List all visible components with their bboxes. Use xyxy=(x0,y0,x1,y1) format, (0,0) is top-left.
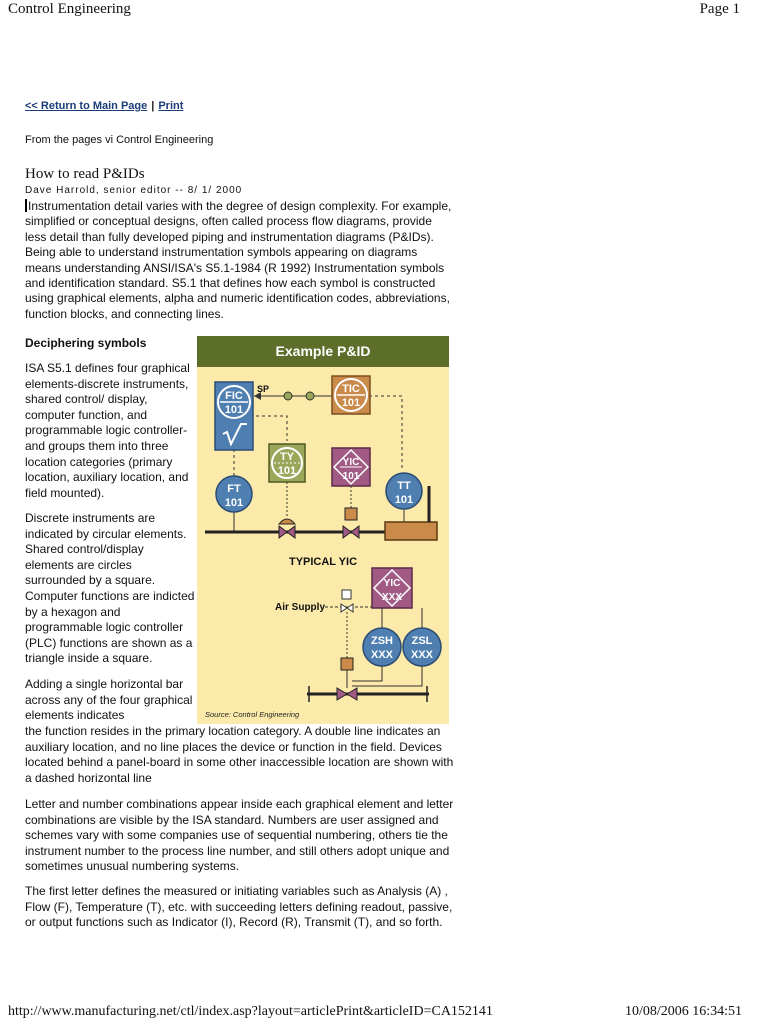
valve-icon xyxy=(343,526,359,538)
paragraph-letter-number: Letter and number combinations appear inside each graphical element and letter combinations are visible by the ISA standard. Numbers are user assigned and schemes vary with some companies use of sequential numbering, others tie the instrument number to the process line number, and still others adopt unique and sometimes unusual numbering systems. xyxy=(25,797,454,874)
paragraph-discrete-instruments: Discrete instruments are indicated by circular elements. Shared control/display elements are circles surrounded by a square. Computer functions are indicted by a hexagon and programmable logic controller (PLC) functions are shown as a triangle inside a square. xyxy=(25,511,195,666)
paragraph-first-letter: The first letter defines the measured or initiating variables such as Analysis (A) , Flow (F), Temperature (T), etc. with succeeding letters defining readout, passive, or output functions such as Indicator (I), Record (R), Transmit (T), and so forth. xyxy=(25,884,453,930)
ty-tag: TY xyxy=(279,451,295,463)
fic-tag: FIC xyxy=(225,390,243,402)
sp-label: SP xyxy=(257,384,270,394)
yic-xxx-tag: YIC xyxy=(383,578,401,589)
paragraph-graphical-elements: ISA S5.1 defines four graphical elements-discrete instruments, shared control/ display, computer function, and programmable logic controller-and groups them into three location categories (primary location, auxiliary location, and field mounted). xyxy=(25,361,190,500)
source-line: From the pages vi Control Engineering xyxy=(25,134,214,146)
example-pid-figure xyxy=(197,336,449,724)
ft-number: 101 xyxy=(224,497,244,509)
paragraph-horizontal-bar-start: Adding a single horizontal bar across any of the four graphical elements indicates xyxy=(25,677,193,723)
footer-timestamp: 10/08/2006 16:34:51 xyxy=(624,1004,742,1019)
intro-text: Instrumentation detail varies with the degree of design complexity. For example, simplified or conceptual designs, often called process flow diagrams, provide less detail than fully developed piping and instrumentation diagrams (P&IDs). Being able to understand instrumentation symbols appearing on diagrams means understanding ANSI/ISA's S5.1-1984 (R 1992) Instrumentation symbols and identification standard. S5.1 that defines how each symbol is constructed using graphical elements, alpha and numeric identification codes, abbreviations, function blocks, and connecting lines. xyxy=(25,199,452,321)
zsh-tag: ZSH xyxy=(371,635,393,647)
article-byline: Dave Harrold, senior editor -- 8/ 1/ 2000 xyxy=(25,185,243,196)
fic-number: 101 xyxy=(224,404,244,416)
return-to-main-link[interactable]: << Return to Main Page xyxy=(25,100,148,112)
zsl-number: XXX xyxy=(410,649,434,661)
typical-valve-icon xyxy=(337,688,357,700)
air-supply-label: Air Supply xyxy=(275,602,326,613)
zsl-tag: ZSL xyxy=(411,635,433,647)
header-page-number: Page 1 xyxy=(699,1,740,17)
fic-ty-line xyxy=(250,416,287,441)
print-link[interactable]: Print xyxy=(158,100,184,112)
intro-paragraph xyxy=(25,199,455,322)
yic-tag: YIC xyxy=(342,457,360,468)
yic-xxx-number: XXX xyxy=(381,592,403,603)
zsh-number: XXX xyxy=(370,649,394,661)
text-cursor xyxy=(25,199,27,212)
pid-diagram xyxy=(197,336,449,724)
ty-number: 101 xyxy=(277,465,297,477)
tt-number: 101 xyxy=(394,494,414,506)
footer-url: http://www.manufacturing.net/ctl/index.asp?layout=articlePrint&articleID=CA152141 xyxy=(8,1004,493,1019)
figure-source: Source: Control Engineering xyxy=(205,710,300,719)
control-valve-icon xyxy=(279,526,295,538)
section-heading: Deciphering symbols xyxy=(25,336,147,350)
figure-heading: Example P&ID xyxy=(197,336,449,367)
tic-number: 101 xyxy=(341,397,361,409)
paragraph-horizontal-bar-cont: the function resides in the primary location category. A double line indicates an auxiliary location, and no line places the device or function in the field. Devices located behind a panel-board in some other inaccessible location are shown with a dashed horizontal line xyxy=(25,724,454,785)
vessel-icon xyxy=(385,522,437,540)
nav-separator: | xyxy=(151,100,155,112)
typical-yic-label: TYPICAL YIC xyxy=(288,556,358,568)
yic-number: 101 xyxy=(342,471,360,482)
header-publication: Control Engineering xyxy=(8,1,131,17)
article-nav xyxy=(25,100,183,112)
tic-tag: TIC xyxy=(342,383,360,395)
tt-tag: TT xyxy=(397,480,411,492)
article-title: How to read P&IDs xyxy=(25,166,145,182)
ft-tag: FT xyxy=(227,483,241,495)
